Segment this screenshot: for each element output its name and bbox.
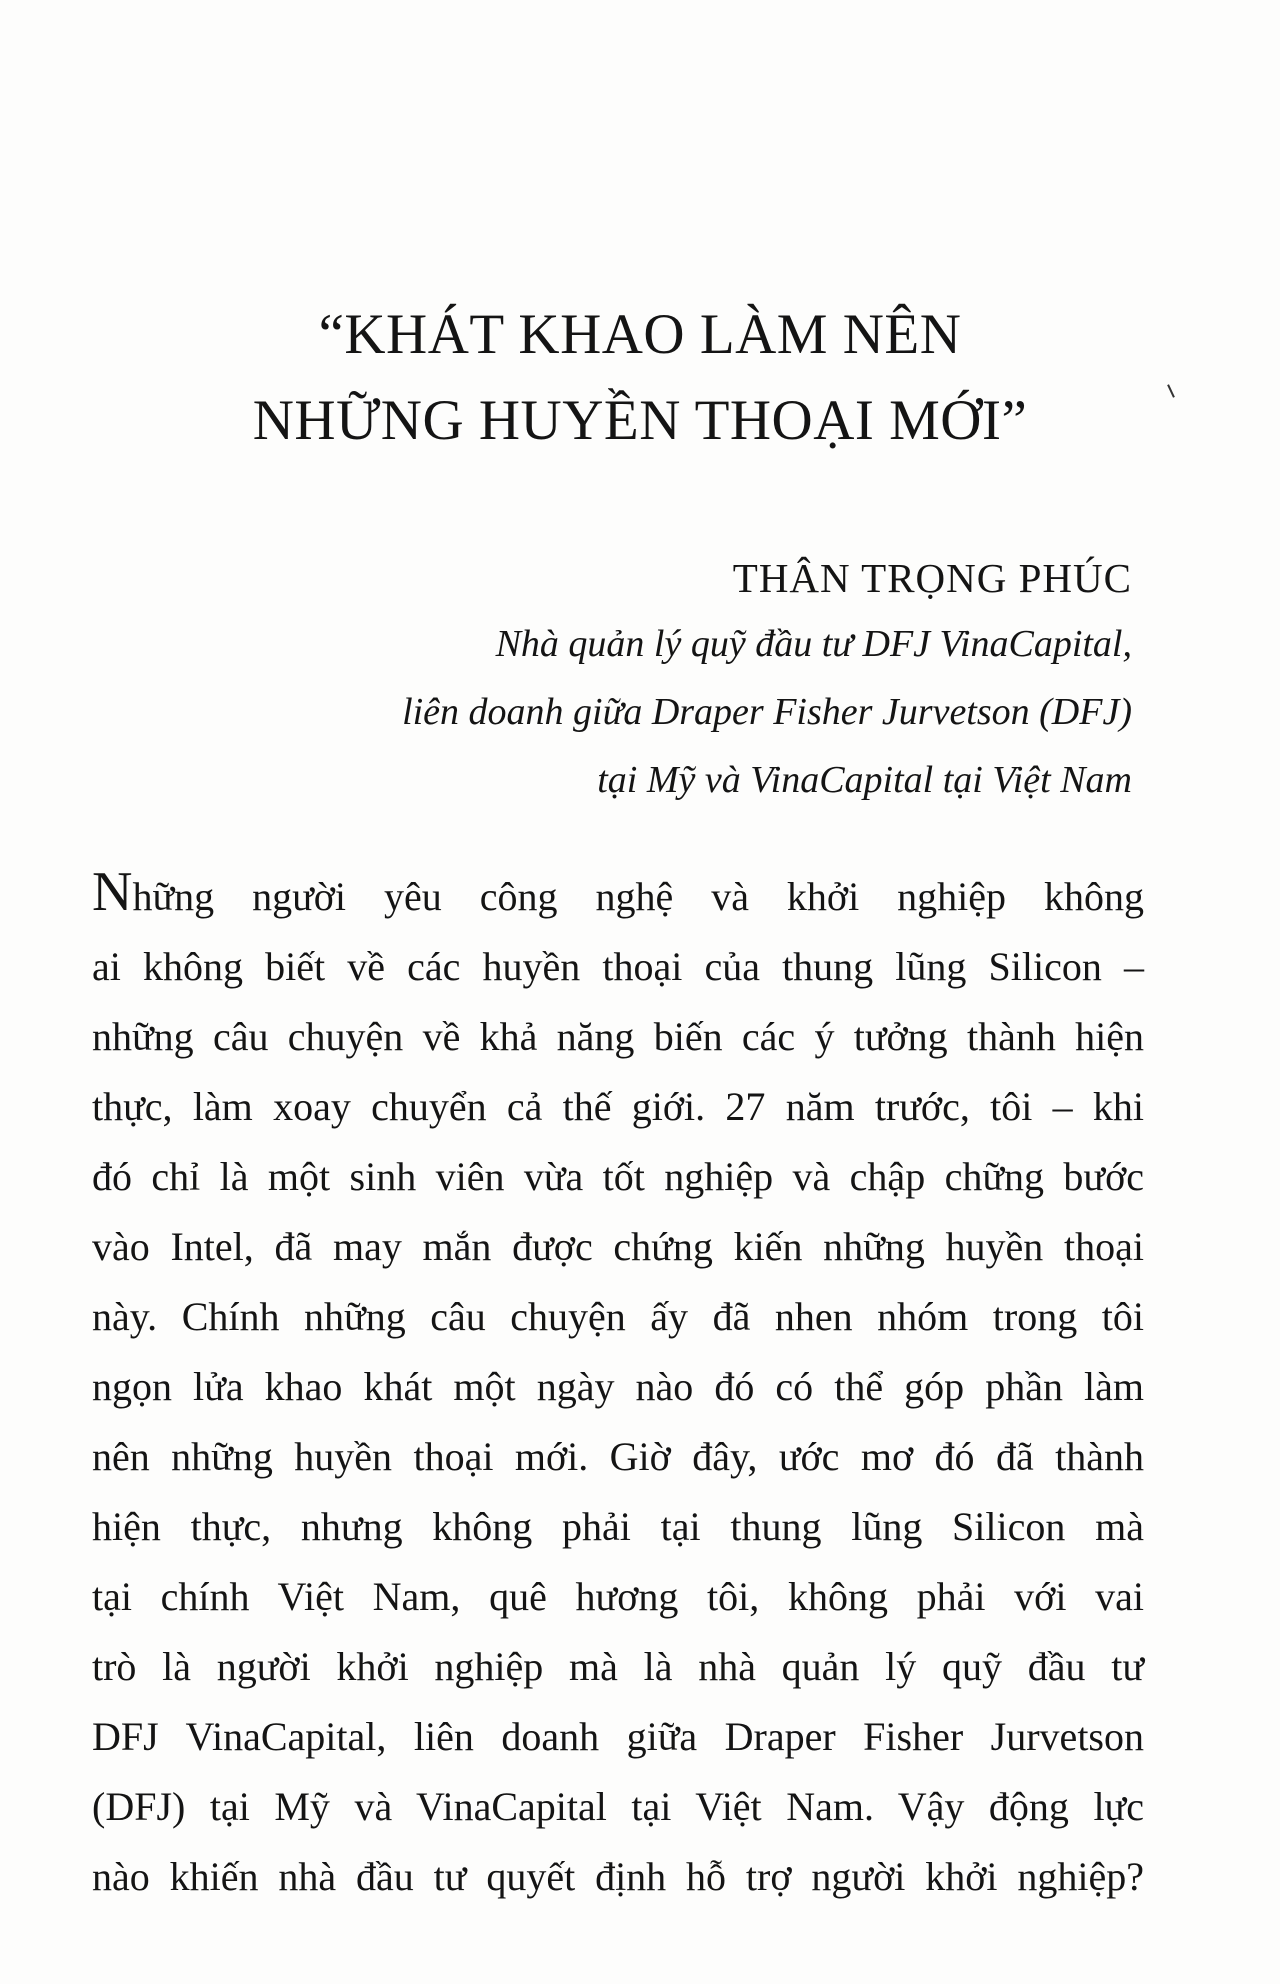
body-line-12: trò là người khởi nghiệp mà là nhà quản lý quỹ đầu tư [92, 1644, 1144, 1689]
author-block [232, 548, 1132, 814]
body-line-2: ai không biết về các huyền thoại của thung lũng Silicon – [92, 944, 1144, 989]
author-description-line-2: liên doanh giữa Draper Fisher Jurvetson (DFJ) [402, 691, 1132, 733]
stray-mark [1167, 384, 1175, 398]
body-line-13: DFJ VinaCapital, liên doanh giữa Draper Fisher Jurvetson [92, 1714, 1144, 1759]
author-name: THÂN TRỌNG PHÚC [732, 555, 1132, 601]
body-line-9: nên những huyền thoại mới. Giờ đây, ước mơ đó đã thành [92, 1434, 1144, 1479]
body-line-5: đó chỉ là một sinh viên vừa tốt nghiệp và chập chững bước [92, 1154, 1144, 1199]
drop-cap: N [92, 861, 133, 923]
body-line-3: những câu chuyện về khả năng biến các ý tưởng thành hiện [92, 1014, 1144, 1059]
body-line-4: thực, làm xoay chuyển cả thế giới. 27 năm trước, tôi – khi [92, 1084, 1144, 1129]
body-line-6: vào Intel, đã may mắn được chứng kiến những huyền thoại [92, 1224, 1144, 1269]
body-line-15: nào khiến nhà đầu tư quyết định hỗ trợ người khởi nghiệp? [92, 1854, 1144, 1899]
body-line-7: này. Chính những câu chuyện ấy đã nhen nhóm trong tôi [92, 1294, 1144, 1339]
author-description-line-3: tại Mỹ và VinaCapital tại Việt Nam [597, 759, 1132, 801]
author-description [232, 610, 1132, 814]
body-line-1-text: hững người yêu công nghệ và khởi nghiệp không [132, 874, 1144, 919]
body-line-11: tại chính Việt Nam, quê hương tôi, không phải với vai [92, 1574, 1144, 1619]
author-description-line-1: Nhà quản lý quỹ đầu tư DFJ VinaCapital, [495, 623, 1132, 665]
body-paragraph [92, 862, 1144, 1912]
chapter-title [150, 292, 1130, 464]
body-line-8: ngọn lửa khao khát một ngày nào đó có thể góp phần làm [92, 1364, 1144, 1409]
body-line-1 [92, 862, 1144, 932]
body-line-14: (DFJ) tại Mỹ và VinaCapital tại Việt Nam. Vậy động lực [92, 1784, 1144, 1829]
body-line-10: hiện thực, nhưng không phải tại thung lũng Silicon mà [92, 1504, 1144, 1549]
chapter-title-line-2: NHỮNG HUYỀN THOẠI MỚI” [252, 389, 1028, 452]
chapter-title-line-1: “KHÁT KHAO LÀM NÊN [318, 303, 962, 366]
